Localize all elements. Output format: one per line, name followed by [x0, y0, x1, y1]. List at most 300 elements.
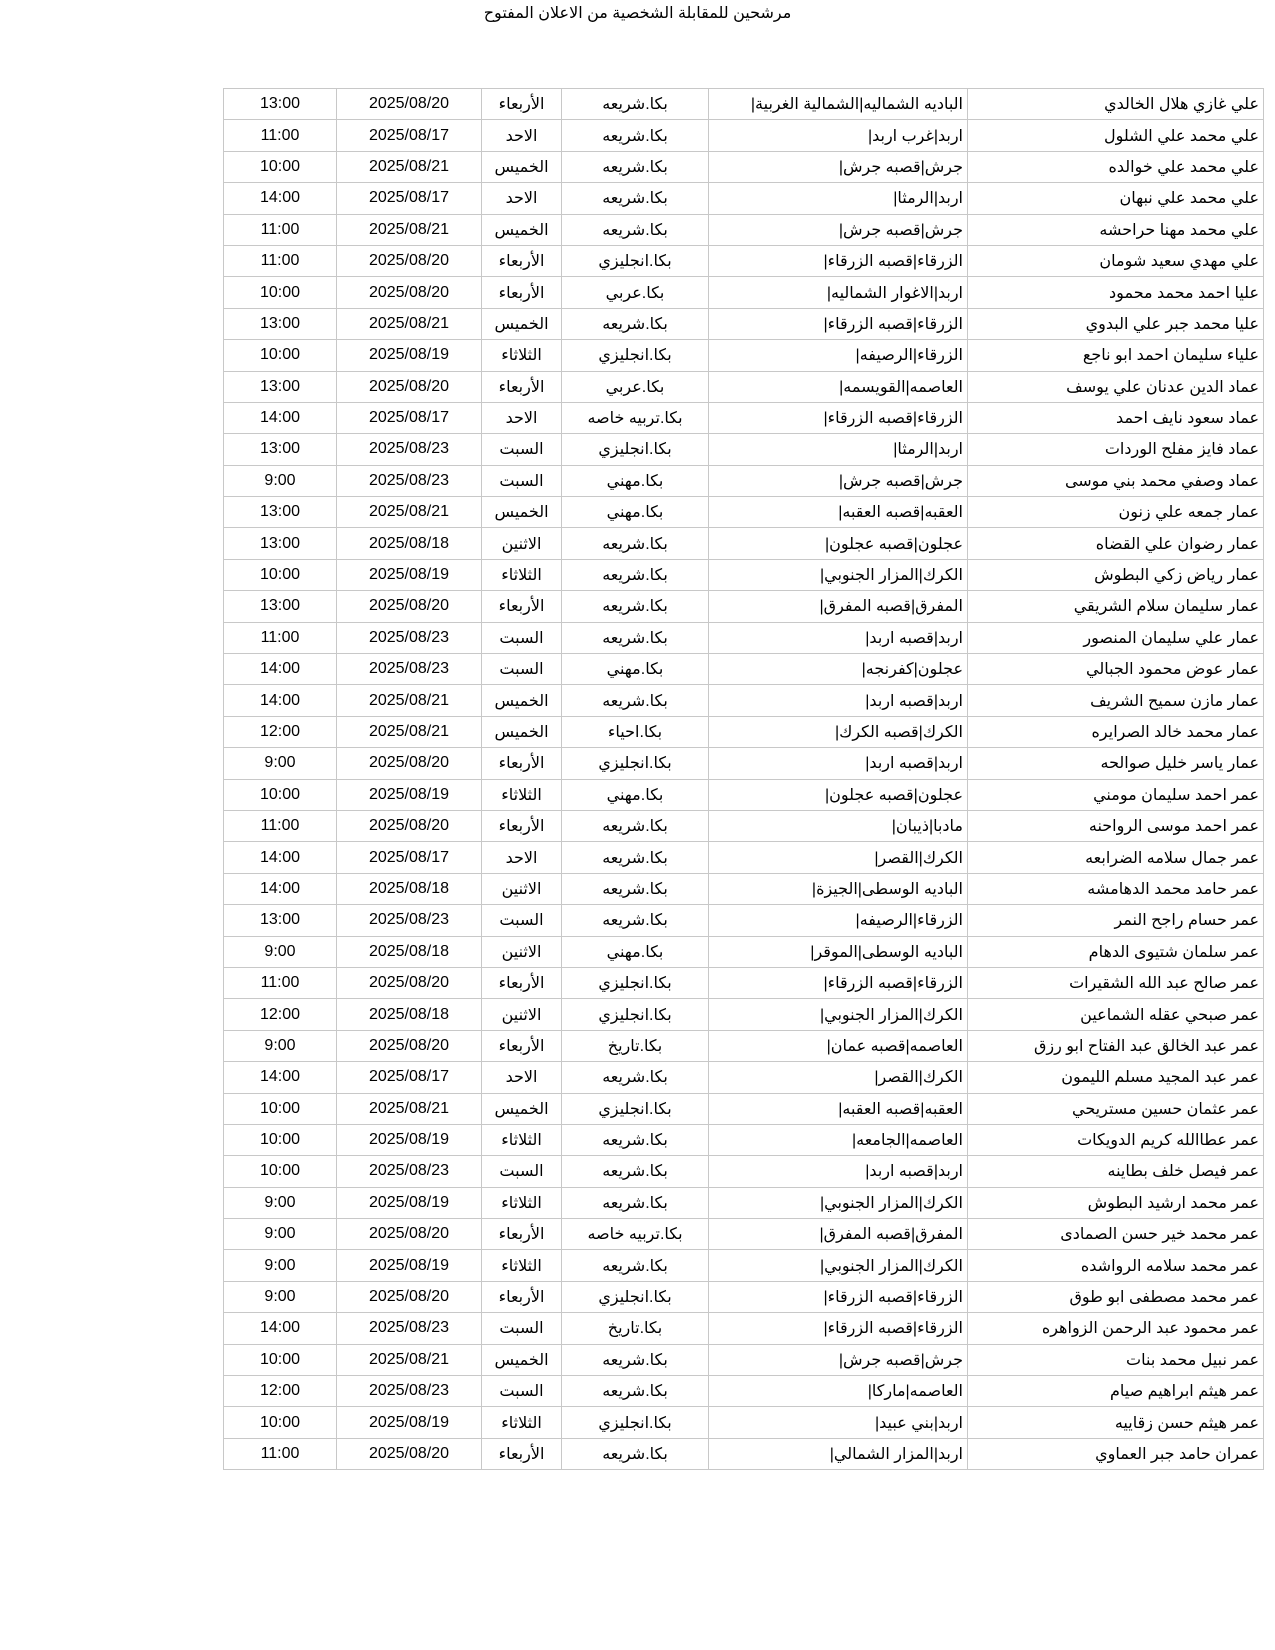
table-row [224, 905, 1264, 936]
candidate-name-cell: عمار رضوان علي القضاه [968, 528, 1264, 559]
table-row [224, 779, 1264, 810]
interview-date-cell: 2025/08/23 [337, 654, 482, 685]
table-row [224, 245, 1264, 276]
interview-day-cell: السبت [482, 434, 562, 465]
interview-date-cell: 2025/08/23 [337, 1313, 482, 1344]
table-row [224, 1062, 1264, 1093]
directorate-cell: الكرك|القصر| [709, 842, 968, 873]
specialization-cell: بكا.شريعه [562, 183, 709, 214]
table-row [224, 810, 1264, 841]
interview-time-cell: 13:00 [224, 371, 337, 402]
specialization-cell: بكا.شريعه [562, 1062, 709, 1093]
candidate-name-cell: عمار سليمان سلام الشريقي [968, 591, 1264, 622]
directorate-cell: الباديه الوسطى|الموقر| [709, 936, 968, 967]
interview-time-cell: 14:00 [224, 183, 337, 214]
interview-date-cell: 2025/08/19 [337, 779, 482, 810]
interview-time-cell: 11:00 [224, 810, 337, 841]
specialization-cell: بكا.انجليزي [562, 434, 709, 465]
interview-day-cell: الثلاثاء [482, 779, 562, 810]
interview-date-cell: 2025/08/18 [337, 999, 482, 1030]
specialization-cell: بكا.شريعه [562, 842, 709, 873]
candidates-table-body [224, 89, 1264, 1470]
interview-time-cell: 14:00 [224, 1062, 337, 1093]
interview-time-cell: 9:00 [224, 1187, 337, 1218]
interview-date-cell: 2025/08/18 [337, 873, 482, 904]
interview-time-cell: 10:00 [224, 340, 337, 371]
directorate-cell: اربد|المزار الشمالي| [709, 1438, 968, 1469]
interview-day-cell: الأربعاء [482, 810, 562, 841]
table-row [224, 842, 1264, 873]
specialization-cell: بكا.مهني [562, 936, 709, 967]
interview-day-cell: السبت [482, 1156, 562, 1187]
candidate-name-cell: عمر عثمان حسين مستريحي [968, 1093, 1264, 1124]
table-row [224, 1438, 1264, 1469]
candidate-name-cell: عمر جمال سلامه الضرابعه [968, 842, 1264, 873]
interview-day-cell: الأربعاء [482, 1219, 562, 1250]
specialization-cell: بكا.شريعه [562, 905, 709, 936]
candidate-name-cell: عمر سلمان شتيوى الدهام [968, 936, 1264, 967]
table-row [224, 1219, 1264, 1250]
interview-day-cell: الأربعاء [482, 277, 562, 308]
specialization-cell: بكا.عربي [562, 277, 709, 308]
interview-day-cell: الثلاثاء [482, 1407, 562, 1438]
interview-time-cell: 9:00 [224, 1281, 337, 1312]
table-row [224, 308, 1264, 339]
interview-time-cell: 13:00 [224, 497, 337, 528]
specialization-cell: بكا.شريعه [562, 120, 709, 151]
candidate-name-cell: علي مهدي سعيد شومان [968, 245, 1264, 276]
interview-date-cell: 2025/08/20 [337, 89, 482, 120]
interview-date-cell: 2025/08/19 [337, 1187, 482, 1218]
interview-day-cell: الخميس [482, 214, 562, 245]
candidate-name-cell: عمر احمد سليمان مومني [968, 779, 1264, 810]
directorate-cell: العاصمه|ماركا| [709, 1376, 968, 1407]
candidate-name-cell: عمر عبد المجيد مسلم الليمون [968, 1062, 1264, 1093]
specialization-cell: بكا.مهني [562, 497, 709, 528]
candidate-name-cell: عمر عبد الخالق عبد الفتاح ابو رزق [968, 1030, 1264, 1061]
candidate-name-cell: عمر حسام راجح النمر [968, 905, 1264, 936]
specialization-cell: بكا.شريعه [562, 89, 709, 120]
interview-time-cell: 11:00 [224, 1438, 337, 1469]
table-row [224, 465, 1264, 496]
table-row [224, 1344, 1264, 1375]
interview-time-cell: 11:00 [224, 967, 337, 998]
candidate-name-cell: عمر هيثم ابراهيم صيام [968, 1376, 1264, 1407]
interview-time-cell: 11:00 [224, 214, 337, 245]
candidate-name-cell: عمر محمد مصطفى ابو طوق [968, 1281, 1264, 1312]
interview-time-cell: 9:00 [224, 465, 337, 496]
candidate-name-cell: عمار عوض محمود الجبالي [968, 654, 1264, 685]
interview-time-cell: 13:00 [224, 434, 337, 465]
directorate-cell: اربد|قصبه اربد| [709, 748, 968, 779]
interview-date-cell: 2025/08/20 [337, 245, 482, 276]
table-row [224, 1407, 1264, 1438]
table-row [224, 89, 1264, 120]
interview-date-cell: 2025/08/21 [337, 716, 482, 747]
interview-time-cell: 14:00 [224, 654, 337, 685]
interview-time-cell: 9:00 [224, 1219, 337, 1250]
interview-time-cell: 10:00 [224, 277, 337, 308]
interview-date-cell: 2025/08/17 [337, 120, 482, 151]
candidate-name-cell: عمار مازن سميح الشريف [968, 685, 1264, 716]
interview-time-cell: 11:00 [224, 120, 337, 151]
directorate-cell: اربد|الرمثا| [709, 183, 968, 214]
interview-time-cell: 9:00 [224, 1250, 337, 1281]
specialization-cell: بكا.مهني [562, 465, 709, 496]
interview-date-cell: 2025/08/17 [337, 1062, 482, 1093]
specialization-cell: بكا.شريعه [562, 1376, 709, 1407]
interview-time-cell: 13:00 [224, 308, 337, 339]
directorate-cell: العاصمه|قصبه عمان| [709, 1030, 968, 1061]
candidate-name-cell: عمر نبيل محمد بنات [968, 1344, 1264, 1375]
table-row [224, 591, 1264, 622]
interview-day-cell: الاحد [482, 183, 562, 214]
candidate-name-cell: عمار محمد خالد الصرايره [968, 716, 1264, 747]
table-row [224, 528, 1264, 559]
interview-day-cell: الأربعاء [482, 1438, 562, 1469]
interview-time-cell: 14:00 [224, 873, 337, 904]
interview-date-cell: 2025/08/21 [337, 1093, 482, 1124]
interview-time-cell: 13:00 [224, 591, 337, 622]
candidate-name-cell: علي محمد علي الشلول [968, 120, 1264, 151]
interview-day-cell: السبت [482, 654, 562, 685]
interview-date-cell: 2025/08/20 [337, 1281, 482, 1312]
directorate-cell: العاصمه|القويسمه| [709, 371, 968, 402]
specialization-cell: بكا.شريعه [562, 685, 709, 716]
interview-date-cell: 2025/08/23 [337, 622, 482, 653]
interview-day-cell: الثلاثاء [482, 1250, 562, 1281]
interview-day-cell: الخميس [482, 716, 562, 747]
interview-time-cell: 10:00 [224, 1124, 337, 1155]
table-row [224, 1376, 1264, 1407]
candidate-name-cell: عمر محمد ارشيد البطوش [968, 1187, 1264, 1218]
interview-date-cell: 2025/08/23 [337, 1156, 482, 1187]
interview-date-cell: 2025/08/18 [337, 936, 482, 967]
interview-day-cell: الاحد [482, 842, 562, 873]
specialization-cell: بكا.شريعه [562, 873, 709, 904]
table-row [224, 654, 1264, 685]
interview-day-cell: الخميس [482, 1344, 562, 1375]
interview-date-cell: 2025/08/19 [337, 1250, 482, 1281]
table-row [224, 371, 1264, 402]
interview-date-cell: 2025/08/21 [337, 497, 482, 528]
candidate-name-cell: عماد الدين عدنان علي يوسف [968, 371, 1264, 402]
candidate-name-cell: عمر صبحي عقله الشماعين [968, 999, 1264, 1030]
interview-time-cell: 10:00 [224, 151, 337, 182]
interview-date-cell: 2025/08/20 [337, 1030, 482, 1061]
table-row [224, 1093, 1264, 1124]
specialization-cell: بكا.شريعه [562, 1344, 709, 1375]
interview-time-cell: 12:00 [224, 1376, 337, 1407]
interview-date-cell: 2025/08/21 [337, 685, 482, 716]
interview-day-cell: السبت [482, 622, 562, 653]
interview-date-cell: 2025/08/23 [337, 434, 482, 465]
table-row [224, 1030, 1264, 1061]
candidates-table [223, 88, 1264, 1470]
table-row [224, 1281, 1264, 1312]
candidate-name-cell: علي محمد علي خوالده [968, 151, 1264, 182]
interview-time-cell: 9:00 [224, 936, 337, 967]
directorate-cell: مادبا|ذيبان| [709, 810, 968, 841]
candidate-name-cell: عليا احمد محمد محمود [968, 277, 1264, 308]
directorate-cell: اربد|قصبه اربد| [709, 685, 968, 716]
interview-time-cell: 13:00 [224, 528, 337, 559]
interview-time-cell: 14:00 [224, 1313, 337, 1344]
directorate-cell: الزرقاء|الرصيفه| [709, 905, 968, 936]
interview-time-cell: 12:00 [224, 716, 337, 747]
table-row [224, 120, 1264, 151]
directorate-cell: اربد|بني عبيد| [709, 1407, 968, 1438]
specialization-cell: بكا.انجليزي [562, 245, 709, 276]
interview-time-cell: 12:00 [224, 999, 337, 1030]
table-row [224, 1187, 1264, 1218]
interview-time-cell: 14:00 [224, 842, 337, 873]
specialization-cell: بكا.انجليزي [562, 340, 709, 371]
candidate-name-cell: عمر صالح عبد الله الشقيرات [968, 967, 1264, 998]
interview-day-cell: الخميس [482, 497, 562, 528]
directorate-cell: الزرقاء|قصبه الزرقاء| [709, 245, 968, 276]
interview-date-cell: 2025/08/20 [337, 277, 482, 308]
directorate-cell: الكرك|المزار الجنوبي| [709, 1187, 968, 1218]
interview-day-cell: الاثنين [482, 873, 562, 904]
directorate-cell: عجلون|قصبه عجلون| [709, 528, 968, 559]
interview-date-cell: 2025/08/19 [337, 340, 482, 371]
interview-day-cell: السبت [482, 1313, 562, 1344]
candidate-name-cell: عمار ياسر خليل صوالحه [968, 748, 1264, 779]
interview-date-cell: 2025/08/20 [337, 748, 482, 779]
interview-day-cell: الاحد [482, 402, 562, 433]
table-row [224, 434, 1264, 465]
directorate-cell: اربد|الرمثا| [709, 434, 968, 465]
interview-day-cell: الخميس [482, 308, 562, 339]
directorate-cell: جرش|قصبه جرش| [709, 214, 968, 245]
interview-day-cell: الثلاثاء [482, 1187, 562, 1218]
interview-day-cell: الأربعاء [482, 748, 562, 779]
interview-day-cell: الثلاثاء [482, 559, 562, 590]
specialization-cell: بكا.مهني [562, 654, 709, 685]
table-row [224, 685, 1264, 716]
interview-date-cell: 2025/08/19 [337, 1407, 482, 1438]
interview-day-cell: الاحد [482, 1062, 562, 1093]
interview-date-cell: 2025/08/18 [337, 528, 482, 559]
interview-day-cell: الأربعاء [482, 591, 562, 622]
interview-date-cell: 2025/08/17 [337, 842, 482, 873]
table-row [224, 497, 1264, 528]
interview-date-cell: 2025/08/20 [337, 591, 482, 622]
directorate-cell: اربد|الاغوار الشماليه| [709, 277, 968, 308]
candidate-name-cell: عمر محمد سلامه الرواشده [968, 1250, 1264, 1281]
interview-time-cell: 10:00 [224, 1156, 337, 1187]
candidate-name-cell: عمر محمود عبد الرحمن الزواهره [968, 1313, 1264, 1344]
table-row [224, 183, 1264, 214]
directorate-cell: الكرك|القصر| [709, 1062, 968, 1093]
candidate-name-cell: عمر فيصل خلف بطاينه [968, 1156, 1264, 1187]
interview-day-cell: السبت [482, 1376, 562, 1407]
table-row [224, 340, 1264, 371]
interview-date-cell: 2025/08/23 [337, 465, 482, 496]
interview-date-cell: 2025/08/21 [337, 1344, 482, 1375]
table-row [224, 1250, 1264, 1281]
specialization-cell: بكا.شريعه [562, 591, 709, 622]
interview-time-cell: 13:00 [224, 89, 337, 120]
directorate-cell: الزرقاء|قصبه الزرقاء| [709, 308, 968, 339]
directorate-cell: المفرق|قصبه المفرق| [709, 591, 968, 622]
table-row [224, 1313, 1264, 1344]
interview-date-cell: 2025/08/21 [337, 151, 482, 182]
directorate-cell: اربد|قصبه اربد| [709, 1156, 968, 1187]
candidate-name-cell: عمار جمعه علي زنون [968, 497, 1264, 528]
interview-date-cell: 2025/08/20 [337, 1438, 482, 1469]
candidate-name-cell: عمر هيثم حسن زقاييه [968, 1407, 1264, 1438]
interview-day-cell: السبت [482, 465, 562, 496]
interview-day-cell: الاثنين [482, 936, 562, 967]
table-row [224, 1124, 1264, 1155]
interview-day-cell: الثلاثاء [482, 1124, 562, 1155]
directorate-cell: الكرك|المزار الجنوبي| [709, 559, 968, 590]
page-title: مرشحين للمقابلة الشخصية من الاعلان المفتوح [483, 5, 792, 22]
interview-day-cell: الاثنين [482, 999, 562, 1030]
specialization-cell: بكا.شريعه [562, 1250, 709, 1281]
directorate-cell: الزرقاء|قصبه الزرقاء| [709, 402, 968, 433]
table-row [224, 277, 1264, 308]
directorate-cell: الكرك|قصبه الكرك| [709, 716, 968, 747]
candidate-name-cell: عمر محمد خير حسن الصمادى [968, 1219, 1264, 1250]
interview-day-cell: الاحد [482, 120, 562, 151]
interview-date-cell: 2025/08/20 [337, 810, 482, 841]
directorate-cell: اربد|قصبه اربد| [709, 622, 968, 653]
candidate-name-cell: عماد وصفي محمد بني موسى [968, 465, 1264, 496]
directorate-cell: جرش|قصبه جرش| [709, 1344, 968, 1375]
interview-time-cell: 13:00 [224, 905, 337, 936]
specialization-cell: بكا.احياء [562, 716, 709, 747]
table-row [224, 716, 1264, 747]
candidate-name-cell: عمر عطاالله كريم الدويكات [968, 1124, 1264, 1155]
interview-day-cell: الخميس [482, 151, 562, 182]
specialization-cell: بكا.انجليزي [562, 1407, 709, 1438]
directorate-cell: الزرقاء|قصبه الزرقاء| [709, 1313, 968, 1344]
directorate-cell: الزرقاء|قصبه الزرقاء| [709, 967, 968, 998]
interview-day-cell: الأربعاء [482, 1281, 562, 1312]
table-row [224, 967, 1264, 998]
specialization-cell: بكا.انجليزي [562, 1281, 709, 1312]
table-row [224, 214, 1264, 245]
directorate-cell: الكرك|المزار الجنوبي| [709, 999, 968, 1030]
candidate-name-cell: عمار علي سليمان المنصور [968, 622, 1264, 653]
table-row [224, 559, 1264, 590]
directorate-cell: عجلون|كفرنجه| [709, 654, 968, 685]
directorate-cell: العقبه|قصبه العقبه| [709, 1093, 968, 1124]
table-row [224, 402, 1264, 433]
specialization-cell: بكا.مهني [562, 779, 709, 810]
specialization-cell: بكا.شريعه [562, 308, 709, 339]
directorate-cell: الزرقاء|قصبه الزرقاء| [709, 1281, 968, 1312]
specialization-cell: بكا.تاريخ [562, 1030, 709, 1061]
specialization-cell: بكا.عربي [562, 371, 709, 402]
table-row [224, 151, 1264, 182]
interview-date-cell: 2025/08/23 [337, 1376, 482, 1407]
interview-day-cell: الثلاثاء [482, 340, 562, 371]
table-row [224, 1156, 1264, 1187]
interview-time-cell: 10:00 [224, 1407, 337, 1438]
interview-date-cell: 2025/08/21 [337, 308, 482, 339]
specialization-cell: بكا.شريعه [562, 1438, 709, 1469]
candidate-name-cell: عماد فايز مفلح الوردات [968, 434, 1264, 465]
directorate-cell: الزرقاء|الرصيفه| [709, 340, 968, 371]
interview-day-cell: الأربعاء [482, 1030, 562, 1061]
specialization-cell: بكا.شريعه [562, 528, 709, 559]
interview-time-cell: 10:00 [224, 1093, 337, 1124]
specialization-cell: بكا.شريعه [562, 1124, 709, 1155]
specialization-cell: بكا.انجليزي [562, 999, 709, 1030]
interview-date-cell: 2025/08/23 [337, 905, 482, 936]
candidate-name-cell: عمران حامد جبر العماوي [968, 1438, 1264, 1469]
specialization-cell: بكا.تاريخ [562, 1313, 709, 1344]
interview-time-cell: 10:00 [224, 559, 337, 590]
interview-time-cell: 11:00 [224, 245, 337, 276]
directorate-cell: المفرق|قصبه المفرق| [709, 1219, 968, 1250]
interview-date-cell: 2025/08/17 [337, 402, 482, 433]
interview-date-cell: 2025/08/20 [337, 371, 482, 402]
candidate-name-cell: علي غازي هلال الخالدي [968, 89, 1264, 120]
interview-time-cell: 14:00 [224, 685, 337, 716]
candidate-name-cell: عمار رياض زكي البطوش [968, 559, 1264, 590]
candidate-name-cell: عمر حامد محمد الدهامشه [968, 873, 1264, 904]
candidate-name-cell: علي محمد مهنا حراحشه [968, 214, 1264, 245]
interview-day-cell: الاثنين [482, 528, 562, 559]
interview-time-cell: 9:00 [224, 1030, 337, 1061]
directorate-cell: الباديه الوسطى|الجيزة| [709, 873, 968, 904]
candidate-name-cell: عليا محمد جبر علي البدوي [968, 308, 1264, 339]
specialization-cell: بكا.تربيه خاصه [562, 1219, 709, 1250]
specialization-cell: بكا.شريعه [562, 151, 709, 182]
table-row [224, 936, 1264, 967]
directorate-cell: العقبه|قصبه العقبه| [709, 497, 968, 528]
interview-time-cell: 10:00 [224, 1344, 337, 1375]
specialization-cell: بكا.شريعه [562, 1187, 709, 1218]
interview-date-cell: 2025/08/19 [337, 559, 482, 590]
table-row [224, 622, 1264, 653]
specialization-cell: بكا.انجليزي [562, 1093, 709, 1124]
directorate-cell: العاصمه|الجامعه| [709, 1124, 968, 1155]
interview-date-cell: 2025/08/21 [337, 214, 482, 245]
interview-date-cell: 2025/08/19 [337, 1124, 482, 1155]
directorate-cell: جرش|قصبه جرش| [709, 465, 968, 496]
specialization-cell: بكا.انجليزي [562, 748, 709, 779]
specialization-cell: بكا.شريعه [562, 622, 709, 653]
table-row [224, 873, 1264, 904]
interview-day-cell: الأربعاء [482, 371, 562, 402]
interview-time-cell: 14:00 [224, 402, 337, 433]
candidate-name-cell: عمر احمد موسى الرواحنه [968, 810, 1264, 841]
specialization-cell: بكا.شريعه [562, 559, 709, 590]
interview-date-cell: 2025/08/20 [337, 967, 482, 998]
candidate-name-cell: عماد سعود نايف احمد [968, 402, 1264, 433]
directorate-cell: جرش|قصبه جرش| [709, 151, 968, 182]
table-row [224, 999, 1264, 1030]
candidate-name-cell: علياء سليمان احمد ابو ناجع [968, 340, 1264, 371]
interview-day-cell: السبت [482, 905, 562, 936]
specialization-cell: بكا.شريعه [562, 1156, 709, 1187]
interview-time-cell: 10:00 [224, 779, 337, 810]
interview-date-cell: 2025/08/17 [337, 183, 482, 214]
interview-date-cell: 2025/08/20 [337, 1219, 482, 1250]
specialization-cell: بكا.شريعه [562, 810, 709, 841]
interview-day-cell: الأربعاء [482, 245, 562, 276]
interview-day-cell: الأربعاء [482, 89, 562, 120]
interview-time-cell: 11:00 [224, 622, 337, 653]
specialization-cell: بكا.شريعه [562, 214, 709, 245]
specialization-cell: بكا.انجليزي [562, 967, 709, 998]
